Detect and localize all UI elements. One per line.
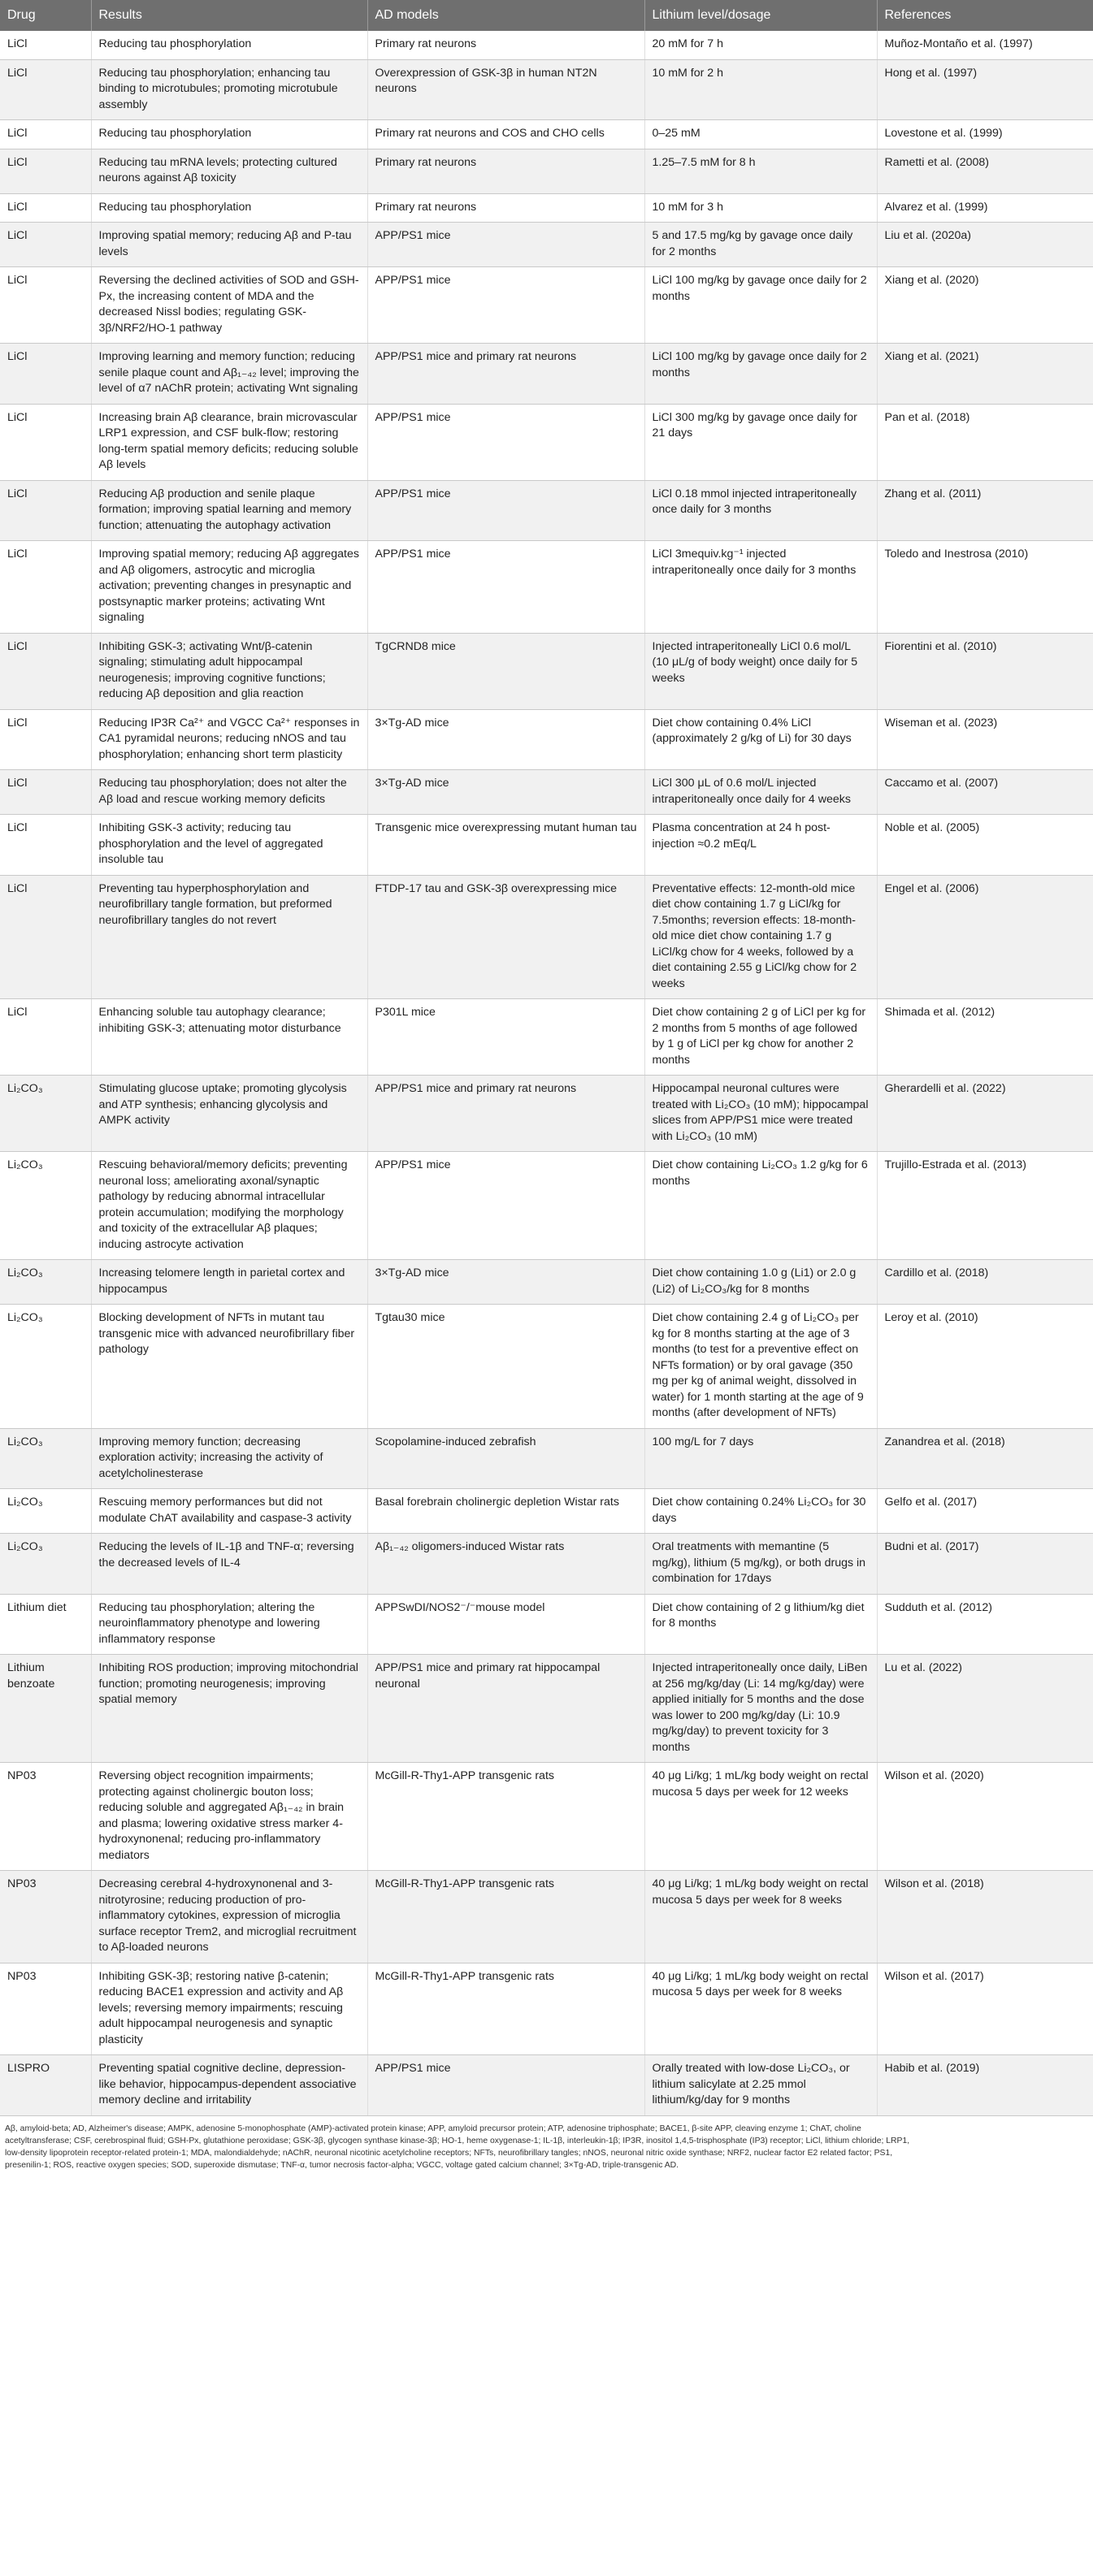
cell-drug: NP03 bbox=[0, 1871, 91, 1963]
cell-lithium-dosage: 10 mM for 2 h bbox=[644, 59, 877, 120]
cell-drug: LiCl bbox=[0, 344, 91, 405]
cell-results: Reducing tau mRNA levels; protecting cultured neurons against Aβ toxicity bbox=[91, 149, 367, 193]
header-ad-models: AD models bbox=[367, 0, 644, 31]
cell-results: Improving learning and memory function; reducing senile plaque count and Aβ₁₋₄₂ level; improving the level of α7 nAChR protein; activating Wnt signaling bbox=[91, 344, 367, 405]
cell-lithium-dosage: Diet chow containing 0.24% Li₂CO₃ for 30 days bbox=[644, 1489, 877, 1534]
cell-results: Preventing spatial cognitive decline, depression-like behavior, hippocampus-dependent associative memory decline and irritability bbox=[91, 2055, 367, 2116]
cell-reference: Budni et al. (2017) bbox=[877, 1534, 1093, 1595]
cell-drug: LiCl bbox=[0, 770, 91, 815]
cell-ad-models: Primary rat neurons bbox=[367, 149, 644, 193]
cell-drug: LiCl bbox=[0, 223, 91, 267]
cell-lithium-dosage: LiCl 100 mg/kg by gavage once daily for 2 months bbox=[644, 344, 877, 405]
cell-lithium-dosage: Diet chow containing 2 g of LiCl per kg for 2 months from 5 months of age followed by 1 g of LiCl per kg chow for another 2 months bbox=[644, 999, 877, 1076]
cell-reference: Noble et al. (2005) bbox=[877, 815, 1093, 876]
cell-ad-models: 3×Tg-AD mice bbox=[367, 709, 644, 770]
table-row bbox=[0, 1152, 1093, 1260]
cell-ad-models: Primary rat neurons bbox=[367, 31, 644, 59]
cell-drug: LiCl bbox=[0, 31, 91, 59]
table-row bbox=[0, 541, 1093, 634]
table-row bbox=[0, 404, 1093, 480]
cell-lithium-dosage: Diet chow containing of 2 g lithium/kg diet for 8 months bbox=[644, 1594, 877, 1655]
cell-reference: Zanandrea et al. (2018) bbox=[877, 1428, 1093, 1489]
cell-reference: Fiorentini et al. (2010) bbox=[877, 633, 1093, 709]
cell-lithium-dosage: LiCl 100 mg/kg by gavage once daily for 2 months bbox=[644, 267, 877, 344]
cell-ad-models: Tgtau30 mice bbox=[367, 1305, 644, 1429]
cell-results: Decreasing cerebral 4-hydroxynonenal and 3-nitrotyrosine; reducing production of pro-inflammatory cytokines, expression of microglia surface receptor Trem2, and microglial recruitment to Aβ-loaded neurons bbox=[91, 1871, 367, 1963]
cell-ad-models: 3×Tg-AD mice bbox=[367, 770, 644, 815]
table-row bbox=[0, 1489, 1093, 1534]
header-results: Results bbox=[91, 0, 367, 31]
cell-lithium-dosage: Orally treated with low-dose Li₂CO₃, or lithium salicylate at 2.25 mmol lithium/kg/day for 9 months bbox=[644, 2055, 877, 2116]
cell-ad-models: Aβ₁₋₄₂ oligomers-induced Wistar rats bbox=[367, 1534, 644, 1595]
cell-ad-models: APP/PS1 mice bbox=[367, 480, 644, 541]
cell-ad-models: APP/PS1 mice and primary rat neurons bbox=[367, 1076, 644, 1152]
table-row bbox=[0, 149, 1093, 193]
cell-lithium-dosage: 40 μg Li/kg; 1 mL/kg body weight on rectal mucosa 5 days per week for 8 weeks bbox=[644, 1871, 877, 1963]
cell-drug: LiCl bbox=[0, 149, 91, 193]
cell-lithium-dosage: 20 mM for 7 h bbox=[644, 31, 877, 59]
table-row bbox=[0, 223, 1093, 267]
cell-results: Reducing the levels of IL-1β and TNF-α; reversing the decreased levels of IL-4 bbox=[91, 1534, 367, 1595]
cell-reference: Trujillo-Estrada et al. (2013) bbox=[877, 1152, 1093, 1260]
cell-drug: LiCl bbox=[0, 709, 91, 770]
cell-drug: Li₂CO₃ bbox=[0, 1489, 91, 1534]
cell-results: Reversing object recognition impairments; protecting against cholinergic bouton loss; reducing soluble and aggregated Aβ₁₋₄₂ in brain and plasma; lowering oxidative stress marker 4-hydroxynonenal; reducing pro-inflammatory mediators bbox=[91, 1763, 367, 1871]
table-row bbox=[0, 1594, 1093, 1655]
table-row bbox=[0, 1305, 1093, 1429]
cell-results: Reversing the declined activities of SOD and GSH-Px, the increasing content of MDA and the decreased Nissl bodies; regulating GSK-3β/NRF2/HO-1 pathway bbox=[91, 267, 367, 344]
cell-drug: LiCl bbox=[0, 59, 91, 120]
cell-results: Reducing tau phosphorylation; enhancing tau binding to microtubules; promoting microtubule assembly bbox=[91, 59, 367, 120]
cell-lithium-dosage: 40 μg Li/kg; 1 mL/kg body weight on rectal mucosa 5 days per week for 12 weeks bbox=[644, 1763, 877, 1871]
table-row bbox=[0, 1534, 1093, 1595]
cell-results: Enhancing soluble tau autophagy clearance; inhibiting GSK-3; attenuating motor disturbance bbox=[91, 999, 367, 1076]
cell-ad-models: Basal forebrain cholinergic depletion Wistar rats bbox=[367, 1489, 644, 1534]
cell-lithium-dosage: 10 mM for 3 h bbox=[644, 193, 877, 223]
table-row bbox=[0, 1963, 1093, 2055]
table-footnote: Aβ, amyloid-beta; AD, Alzheimer's disease; AMPK, adenosine 5-monophosphate (AMP)-activated protein kinase; APP, amyloid precursor protein; ATP, adenosine triphosphate; BACE1, β-site APP, cleaving enzyme 1; ChAT, choline acetyltransferase; CSF, cerebrospinal fluid; GSH-Px, glutathione peroxidase; GSK-3β, glycogen synthase kinase-3β; HO-1, heme oxygenase-1; IL-1β, interleukin-1β; IP3R, inositol 1,4,5-trisphosphate (IP3) receptor; LiCl, lithium chloride; LRP1, low-density lipoprotein receptor-related protein-1; MDA, malondialdehyde; nAChR, neuronal nicotinic acetylcholine receptors; NFTs, neurofibrillary tangles; nNOS, neuronal nitric oxide synthase; NRF2, nuclear factor E2 related factor; PS1, presenilin-1; ROS, reactive oxygen species; SOD, superoxide dismutase; TNF-α, tumor necrosis factor-alpha; VGCC, voltage gated calcium channel; 3×Tg-AD, triple-transgenic AD. bbox=[5, 2124, 910, 2170]
cell-lithium-dosage: Diet chow containing Li₂CO₃ 1.2 g/kg for 6 months bbox=[644, 1152, 877, 1260]
cell-drug: LiCl bbox=[0, 815, 91, 876]
table-row bbox=[0, 267, 1093, 344]
table-row bbox=[0, 2055, 1093, 2116]
cell-reference: Hong et al. (1997) bbox=[877, 59, 1093, 120]
cell-results: Inhibiting GSK-3β; restoring native β-catenin; reducing BACE1 expression and activity and Aβ levels; reversing memory impairments; rescuing adult hippocampal neurogenesis and synaptic plasticity bbox=[91, 1963, 367, 2055]
cell-results: Preventing tau hyperphosphorylation and neurofibrillary tangle formation, but preformed neurofibrillary tangles do not revert bbox=[91, 875, 367, 999]
cell-reference: Xiang et al. (2021) bbox=[877, 344, 1093, 405]
cell-results: Stimulating glucose uptake; promoting glycolysis and ATP synthesis; enhancing glycolysis and AMPK activity bbox=[91, 1076, 367, 1152]
cell-reference: Lu et al. (2022) bbox=[877, 1655, 1093, 1763]
cell-lithium-dosage: 40 μg Li/kg; 1 mL/kg body weight on rectal mucosa 5 days per week for 8 weeks bbox=[644, 1963, 877, 2055]
header-drug: Drug bbox=[0, 0, 91, 31]
cell-lithium-dosage: Diet chow containing 0.4% LiCl (approximately 2 g/kg of Li) for 30 days bbox=[644, 709, 877, 770]
table-row bbox=[0, 770, 1093, 815]
cell-reference: Liu et al. (2020a) bbox=[877, 223, 1093, 267]
cell-results: Reducing Aβ production and senile plaque formation; improving spatial learning and memory function; attenuating the autophagy activation bbox=[91, 480, 367, 541]
cell-ad-models: Primary rat neurons bbox=[367, 193, 644, 223]
cell-drug: LiCl bbox=[0, 404, 91, 480]
cell-results: Rescuing memory performances but did not modulate ChAT availability and caspase-3 activity bbox=[91, 1489, 367, 1534]
cell-drug: LiCl bbox=[0, 193, 91, 223]
cell-results: Reducing IP3R Ca²⁺ and VGCC Ca²⁺ responses in CA1 pyramidal neurons; reducing nNOS and tau phosphorylation; enhancing short term plasticity bbox=[91, 709, 367, 770]
cell-ad-models: McGill-R-Thy1-APP transgenic rats bbox=[367, 1763, 644, 1871]
table-row bbox=[0, 709, 1093, 770]
table-row bbox=[0, 59, 1093, 120]
cell-drug: Li₂CO₃ bbox=[0, 1076, 91, 1152]
cell-reference: Pan et al. (2018) bbox=[877, 404, 1093, 480]
cell-results: Improving spatial memory; reducing Aβ and P-tau levels bbox=[91, 223, 367, 267]
table-row bbox=[0, 31, 1093, 59]
cell-reference: Engel et al. (2006) bbox=[877, 875, 1093, 999]
cell-results: Reducing tau phosphorylation; does not alter the Aβ load and rescue working memory deficits bbox=[91, 770, 367, 815]
cell-drug: Lithium diet bbox=[0, 1594, 91, 1655]
cell-reference: Caccamo et al. (2007) bbox=[877, 770, 1093, 815]
cell-ad-models: APP/PS1 mice bbox=[367, 2055, 644, 2116]
table-row bbox=[0, 999, 1093, 1076]
cell-results: Reducing tau phosphorylation bbox=[91, 31, 367, 59]
cell-drug: NP03 bbox=[0, 1963, 91, 2055]
cell-reference: Shimada et al. (2012) bbox=[877, 999, 1093, 1076]
cell-ad-models: Primary rat neurons and COS and CHO cells bbox=[367, 120, 644, 149]
cell-drug: LISPRO bbox=[0, 2055, 91, 2116]
cell-drug: Li₂CO₃ bbox=[0, 1428, 91, 1489]
table-row bbox=[0, 480, 1093, 541]
header-references: References bbox=[877, 0, 1093, 31]
cell-lithium-dosage: Preventative effects: 12-month-old mice diet chow containing 1.7 g LiCl/kg for 7.5months; reversion effects: 18-month-old mice diet chow containing 1.7 g LiCl/kg chow for 4 weeks, followed by a diet containing 2.55 g LiCl/kg chow for 2 weeks bbox=[644, 875, 877, 999]
cell-lithium-dosage: Oral treatments with memantine (5 mg/kg), lithium (5 mg/kg), or both drugs in combination for 17days bbox=[644, 1534, 877, 1595]
cell-ad-models: 3×Tg-AD mice bbox=[367, 1260, 644, 1305]
cell-drug: LiCl bbox=[0, 480, 91, 541]
cell-results: Blocking development of NFTs in mutant tau transgenic mice with advanced neurofibrillary fiber pathology bbox=[91, 1305, 367, 1429]
cell-reference: Gherardelli et al. (2022) bbox=[877, 1076, 1093, 1152]
cell-drug: Li₂CO₃ bbox=[0, 1534, 91, 1595]
cell-results: Inhibiting GSK-3; activating Wnt/β-catenin signaling; stimulating adult hippocampal neurogenesis; improving cognitive functions; reducing Aβ deposition and glia reaction bbox=[91, 633, 367, 709]
cell-results: Improving spatial memory; reducing Aβ aggregates and Aβ oligomers, astrocytic and microglia activation; preventing changes in presynaptic and postsynaptic marker proteins; activating Wnt signaling bbox=[91, 541, 367, 634]
table-row bbox=[0, 815, 1093, 876]
cell-drug: LiCl bbox=[0, 120, 91, 149]
table-row bbox=[0, 1428, 1093, 1489]
cell-ad-models: APP/PS1 mice and primary rat neurons bbox=[367, 344, 644, 405]
cell-results: Improving memory function; decreasing exploration activity; increasing the activity of acetylcholinesterase bbox=[91, 1428, 367, 1489]
cell-drug: Lithium benzoate bbox=[0, 1655, 91, 1763]
table-row bbox=[0, 1871, 1093, 1963]
cell-reference: Alvarez et al. (1999) bbox=[877, 193, 1093, 223]
cell-lithium-dosage: Diet chow containing 2.4 g of Li₂CO₃ per kg for 8 months starting at the age of 3 months (to test for a preventive effect on NFTs formation) or by oral gavage (350 mg per kg of animal weight, dissolved in water) for 1 month starting at the age of 9 months (after development of NFTs) bbox=[644, 1305, 877, 1429]
cell-reference: Xiang et al. (2020) bbox=[877, 267, 1093, 344]
cell-lithium-dosage: Injected intraperitoneally once daily, LiBen at 256 mg/kg/day (Li: 14 mg/kg/day) were applied initially for 5 months and the dose was lower to 200 mg/kg/day (Li: 10.9 mg/kg/day) to prevent toxicity for 3 months bbox=[644, 1655, 877, 1763]
cell-results: Inhibiting GSK-3 activity; reducing tau phosphorylation and the level of aggregated insoluble tau bbox=[91, 815, 367, 876]
cell-ad-models: Scopolamine-induced zebrafish bbox=[367, 1428, 644, 1489]
cell-reference: Sudduth et al. (2012) bbox=[877, 1594, 1093, 1655]
cell-ad-models: Transgenic mice overexpressing mutant human tau bbox=[367, 815, 644, 876]
cell-reference: Leroy et al. (2010) bbox=[877, 1305, 1093, 1429]
cell-drug: LiCl bbox=[0, 633, 91, 709]
cell-ad-models: APP/PS1 mice bbox=[367, 1152, 644, 1260]
cell-reference: Wilson et al. (2018) bbox=[877, 1871, 1093, 1963]
cell-results: Increasing brain Aβ clearance, brain microvascular LRP1 expression, and CSF bulk-flow; restoring long-term spatial memory deficits; reducing soluble Aβ levels bbox=[91, 404, 367, 480]
cell-lithium-dosage: LiCl 3mequiv.kg⁻¹ injected intraperitoneally once daily for 3 months bbox=[644, 541, 877, 634]
cell-drug: NP03 bbox=[0, 1763, 91, 1871]
cell-ad-models: FTDP-17 tau and GSK-3β overexpressing mice bbox=[367, 875, 644, 999]
cell-drug: Li₂CO₃ bbox=[0, 1152, 91, 1260]
cell-results: Reducing tau phosphorylation bbox=[91, 193, 367, 223]
table-row bbox=[0, 875, 1093, 999]
cell-reference: Wiseman et al. (2023) bbox=[877, 709, 1093, 770]
table-row bbox=[0, 344, 1093, 405]
cell-ad-models: McGill-R-Thy1-APP transgenic rats bbox=[367, 1871, 644, 1963]
cell-lithium-dosage: LiCl 300 μL of 0.6 mol/L injected intraperitoneally once daily for 4 weeks bbox=[644, 770, 877, 815]
cell-reference: Zhang et al. (2011) bbox=[877, 480, 1093, 541]
cell-lithium-dosage: 1.25–7.5 mM for 8 h bbox=[644, 149, 877, 193]
cell-lithium-dosage: Hippocampal neuronal cultures were treated with Li₂CO₃ (10 mM); hippocampal slices from APP/PS1 mice were treated with Li₂CO₃ (10 mM) bbox=[644, 1076, 877, 1152]
cell-ad-models: APP/PS1 mice and primary rat hippocampal neuronal bbox=[367, 1655, 644, 1763]
table-body bbox=[0, 31, 1093, 2115]
cell-lithium-dosage: LiCl 0.18 mmol injected intraperitoneally once daily for 3 months bbox=[644, 480, 877, 541]
cell-reference: Habib et al. (2019) bbox=[877, 2055, 1093, 2116]
cell-results: Increasing telomere length in parietal cortex and hippocampus bbox=[91, 1260, 367, 1305]
cell-results: Reducing tau phosphorylation; altering the neuroinflammatory phenotype and lowering inflammatory response bbox=[91, 1594, 367, 1655]
cell-reference: Wilson et al. (2020) bbox=[877, 1763, 1093, 1871]
table-row bbox=[0, 1260, 1093, 1305]
header-lithium-dosage: Lithium level/dosage bbox=[644, 0, 877, 31]
cell-reference: Toledo and Inestrosa (2010) bbox=[877, 541, 1093, 634]
cell-lithium-dosage: Injected intraperitoneally LiCl 0.6 mol/L (10 μL/g of body weight) once daily for 5 weeks bbox=[644, 633, 877, 709]
cell-drug: Li₂CO₃ bbox=[0, 1305, 91, 1429]
cell-reference: Wilson et al. (2017) bbox=[877, 1963, 1093, 2055]
cell-reference: Muñoz-Montaño et al. (1997) bbox=[877, 31, 1093, 59]
cell-drug: LiCl bbox=[0, 875, 91, 999]
cell-reference: Lovestone et al. (1999) bbox=[877, 120, 1093, 149]
cell-drug: LiCl bbox=[0, 267, 91, 344]
cell-reference: Rametti et al. (2008) bbox=[877, 149, 1093, 193]
cell-results: Reducing tau phosphorylation bbox=[91, 120, 367, 149]
cell-drug: Li₂CO₃ bbox=[0, 1260, 91, 1305]
cell-ad-models: APP/PS1 mice bbox=[367, 223, 644, 267]
cell-lithium-dosage: LiCl 300 mg/kg by gavage once daily for 21 days bbox=[644, 404, 877, 480]
cell-drug: LiCl bbox=[0, 999, 91, 1076]
table-row bbox=[0, 193, 1093, 223]
table-header bbox=[0, 0, 1093, 31]
cell-ad-models: McGill-R-Thy1-APP transgenic rats bbox=[367, 1963, 644, 2055]
cell-lithium-dosage: Plasma concentration at 24 h post-injection ≈0.2 mEq/L bbox=[644, 815, 877, 876]
cell-ad-models: APP/PS1 mice bbox=[367, 267, 644, 344]
table-row bbox=[0, 633, 1093, 709]
table-row bbox=[0, 1655, 1093, 1763]
cell-drug: LiCl bbox=[0, 541, 91, 634]
table-row bbox=[0, 120, 1093, 149]
cell-ad-models: Overexpression of GSK-3β in human NT2N neurons bbox=[367, 59, 644, 120]
cell-ad-models: TgCRND8 mice bbox=[367, 633, 644, 709]
cell-reference: Gelfo et al. (2017) bbox=[877, 1489, 1093, 1534]
cell-ad-models: APP/PS1 mice bbox=[367, 404, 644, 480]
cell-lithium-dosage: 100 mg/L for 7 days bbox=[644, 1428, 877, 1489]
cell-results: Inhibiting ROS production; improving mitochondrial function; promoting neurogenesis; improving spatial memory bbox=[91, 1655, 367, 1763]
cell-lithium-dosage: 0–25 mM bbox=[644, 120, 877, 149]
cell-lithium-dosage: 5 and 17.5 mg/kg by gavage once daily for 2 months bbox=[644, 223, 877, 267]
cell-reference: Cardillo et al. (2018) bbox=[877, 1260, 1093, 1305]
cell-ad-models: APP/PS1 mice bbox=[367, 541, 644, 634]
cell-lithium-dosage: Diet chow containing 1.0 g (Li1) or 2.0 g (Li2) of Li₂CO₃/kg for 8 months bbox=[644, 1260, 877, 1305]
cell-results: Rescuing behavioral/memory deficits; preventing neuronal loss; ameliorating axonal/synaptic pathology by reducing abnormal intracellular protein accumulation; modifying the morphology and toxicity of the extracellular Aβ plaques; inducing astrocyte activation bbox=[91, 1152, 367, 1260]
cell-ad-models: P301L mice bbox=[367, 999, 644, 1076]
table-row bbox=[0, 1076, 1093, 1152]
table-row bbox=[0, 1763, 1093, 1871]
cell-ad-models: APPSwDI/NOS2⁻/⁻mouse model bbox=[367, 1594, 644, 1655]
